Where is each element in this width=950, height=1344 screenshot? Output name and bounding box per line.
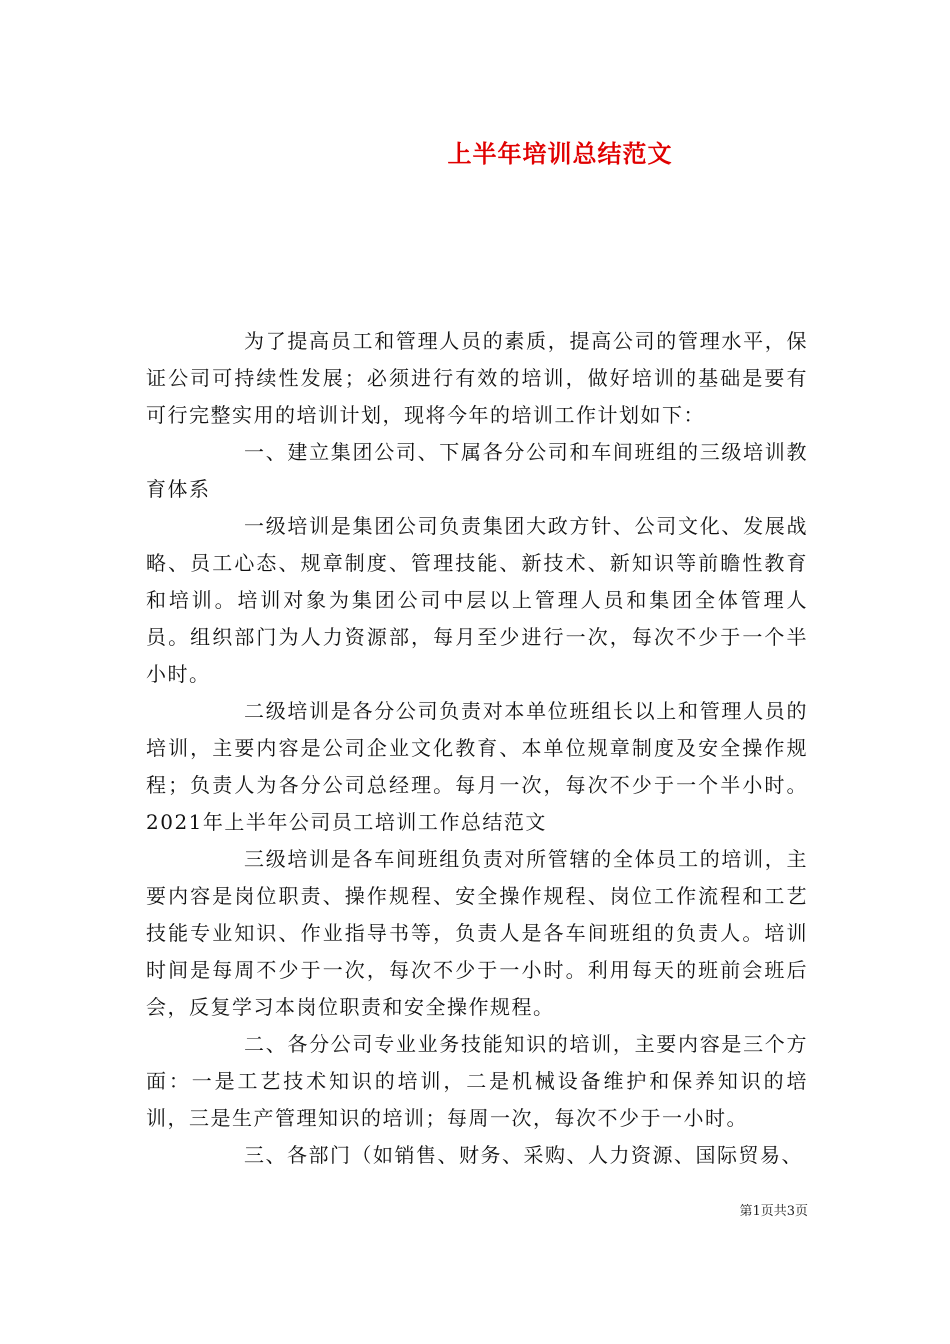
document-body xyxy=(146,323,808,1174)
page-number-footer: 第1页共3页 xyxy=(739,1204,808,1219)
paragraph-section-1-heading: 一、建立集团公司、下属各分公司和车间班组的三级培训教育体系 xyxy=(146,440,808,501)
paragraph-level-2-training: 二级培训是各分公司负责对本单位班组长以上和管理人员的培训，主要内容是公司企业文化教育、本单位规章制度及安全操作规程；负责人为各分公司总经理。每月一次，每次不少于一个半小时。2021年上半年公司员工培训工作总结范文 xyxy=(146,699,808,834)
document-title: 上半年培训总结范文 xyxy=(447,139,673,168)
paragraph-intro: 为了提高员工和管理人员的素质，提高公司的管理水平，保证公司可持续性发展；必须进行有效的培训，做好培训的基础是要有可行完整实用的培训计划，现将今年的培训工作计划如下： xyxy=(146,329,808,427)
paragraph-level-3-training: 三级培训是各车间班组负责对所管辖的全体员工的培训，主要内容是岗位职责、操作规程、安全操作规程、岗位工作流程和工艺技能专业知识、作业指导书等，负责人是各车间班组的负责人。培训时间是每周不少于一次，每次不少于一小时。利用每天的班前会班后会，反复学习本岗位职责和安全操作规程。 xyxy=(146,847,808,1019)
paragraph-section-2: 二、各分公司专业业务技能知识的培训，主要内容是三个方面：一是工艺技术知识的培训，二是机械设备维护和保养知识的培训，三是生产管理知识的培训；每周一次，每次不少于一小时。 xyxy=(146,1032,808,1130)
paragraph-level-1-training: 一级培训是集团公司负责集团大政方针、公司文化、发展战略、员工心态、规章制度、管理技能、新技术、新知识等前瞻性教育和培训。培训对象为集团公司中层以上管理人员和集团全体管理人员。组织部门为人力资源部，每月至少进行一次，每次不少于一个半小时。 xyxy=(146,514,808,686)
paragraph-section-3: 三、各部门（如销售、财务、采购、人力资源、国际贸易、 xyxy=(244,1143,803,1167)
